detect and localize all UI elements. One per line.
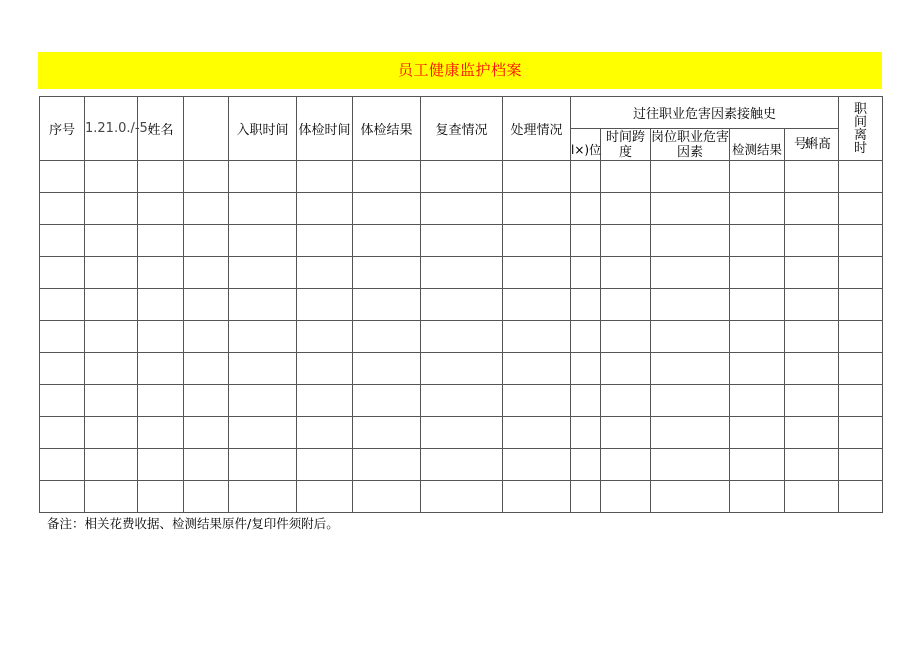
table-cell [40,289,85,321]
header-exam-time: 体检时间 [297,97,353,161]
table-cell [138,481,184,513]
table-cell [229,289,297,321]
table-cell [85,385,138,417]
table-cell [839,353,883,385]
table-cell [503,417,571,449]
table-cell [138,321,184,353]
table-row [40,449,883,481]
table-cell [184,289,229,321]
table-cell [839,481,883,513]
table-cell [503,321,571,353]
table-cell [601,193,651,225]
table-cell [353,193,421,225]
table-cell [40,225,85,257]
table-cell [601,417,651,449]
table-cell [184,481,229,513]
table-cell [571,481,601,513]
table-cell [571,257,601,289]
table-cell [85,321,138,353]
table-cell [785,417,839,449]
table-cell [297,449,353,481]
table-cell [229,225,297,257]
table-cell [785,353,839,385]
table-cell [651,385,730,417]
table-cell [40,449,85,481]
table-cell [85,289,138,321]
table-cell [839,225,883,257]
table-cell [839,289,883,321]
table-cell [297,417,353,449]
table-cell [297,161,353,193]
table-cell [40,417,85,449]
table-cell [421,321,503,353]
table-cell [601,321,651,353]
table-cell [229,481,297,513]
header-history-group: 过往职业危害因素接触史 [571,97,839,129]
table-cell [184,449,229,481]
table-cell [421,449,503,481]
table-cell [839,385,883,417]
table-cell [651,417,730,449]
table-cell [353,449,421,481]
table-cell [651,289,730,321]
table-cell [353,225,421,257]
table-cell [184,385,229,417]
table-cell [730,417,785,449]
table-cell [601,257,651,289]
table-cell [184,161,229,193]
table-cell [651,481,730,513]
table-cell [503,225,571,257]
table-cell [138,385,184,417]
table-cell [353,289,421,321]
table-cell [503,449,571,481]
header-garbled: 号蝌 髙 [785,129,839,161]
table-cell [138,417,184,449]
table-cell [503,289,571,321]
table-row [40,321,883,353]
table-cell [353,481,421,513]
table-cell [138,193,184,225]
table-row [40,193,883,225]
table-cell [785,321,839,353]
table-cell [85,193,138,225]
table-cell [297,225,353,257]
table-cell [138,353,184,385]
table-cell [138,257,184,289]
document-title: 员工健康监护档案 [397,61,522,79]
table-cell [651,225,730,257]
table-cell [421,161,503,193]
header-recheck: 复查情况 [421,97,503,161]
table-cell [571,417,601,449]
table-cell [421,225,503,257]
title-bar [38,52,882,89]
table-cell [85,257,138,289]
table-cell [730,289,785,321]
table-cell [571,385,601,417]
table-cell [730,481,785,513]
table-cell [785,193,839,225]
header-small-col: 1.21.0./-5- [85,97,138,161]
table-cell [730,225,785,257]
table-cell [229,193,297,225]
table-cell [40,481,85,513]
table-cell [601,385,651,417]
table-cell [839,161,883,193]
table-cell [571,289,601,321]
table-cell [651,257,730,289]
table-cell [839,321,883,353]
table-cell [651,321,730,353]
table-cell [571,353,601,385]
table-cell [503,161,571,193]
table-cell [297,481,353,513]
table-cell [503,257,571,289]
table-cell [353,353,421,385]
table-cell [730,353,785,385]
table-cell [229,161,297,193]
table-row [40,481,883,513]
table-cell [571,161,601,193]
table-cell [601,161,651,193]
table-cell [839,449,883,481]
table-row [40,417,883,449]
header-name: 姓名 [138,97,184,161]
table-cell [503,193,571,225]
table-cell [297,257,353,289]
table-cell [571,321,601,353]
table-cell [229,417,297,449]
header-seq: 序号 [40,97,85,161]
table-row [40,353,883,385]
table-cell [421,257,503,289]
header-post-factor: 岗位职业危害因素 [651,129,730,160]
table-cell [839,257,883,289]
header-detect-result: 检测结果 [730,129,785,161]
health-record-table [39,96,883,513]
table-cell [138,449,184,481]
table-cell [353,257,421,289]
table-cell [138,161,184,193]
table-cell [353,161,421,193]
table-cell [353,417,421,449]
header-unit: l×)位 [571,129,601,161]
table-cell [297,321,353,353]
table-cell [85,161,138,193]
table-cell [730,257,785,289]
table-cell [40,385,85,417]
table-cell [839,417,883,449]
table-cell [785,225,839,257]
table-cell [184,257,229,289]
header-time-span: 时间跨度 [601,129,651,161]
table-cell [229,321,297,353]
table-cell [601,289,651,321]
table-row [40,161,883,193]
table-cell [40,193,85,225]
table-cell [184,417,229,449]
table-cell [730,385,785,417]
table-cell [785,481,839,513]
table-cell [571,449,601,481]
table-row [40,385,883,417]
header-handling: 处理情况 [503,97,571,161]
table-cell [421,417,503,449]
table-cell [229,257,297,289]
table-cell [40,321,85,353]
table-cell [297,193,353,225]
table-cell [40,161,85,193]
table-cell [85,481,138,513]
table-cell [601,449,651,481]
table-cell [785,257,839,289]
table-cell [353,385,421,417]
table-cell [651,353,730,385]
table-cell [785,161,839,193]
table-cell [571,193,601,225]
header-entry-time: 入职时间 [229,97,297,161]
table-cell [785,449,839,481]
table-row [40,225,883,257]
remark-note: 备注：相关花费收据、检测结果原件/复印件须附后。 [47,516,339,531]
header-blank [184,97,229,161]
table-cell [421,289,503,321]
table-cell [839,193,883,225]
table-cell [138,225,184,257]
table-cell [85,353,138,385]
table-cell [229,353,297,385]
table-cell [297,353,353,385]
header-leave-time: 职 间 离 时 [839,97,883,161]
table-cell [601,481,651,513]
table-cell [184,321,229,353]
table-cell [421,193,503,225]
table-cell [421,385,503,417]
table-cell [85,449,138,481]
table-cell [503,481,571,513]
table-cell [651,161,730,193]
table-cell [353,321,421,353]
table-cell [651,193,730,225]
table-cell [601,353,651,385]
table-cell [730,321,785,353]
table-cell [40,353,85,385]
table-cell [85,225,138,257]
header-exam-result: 体检结果 [353,97,421,161]
table-cell [138,289,184,321]
table-row [40,289,883,321]
table-cell [730,193,785,225]
table-cell [229,449,297,481]
table-row [40,257,883,289]
table-cell [40,257,85,289]
table-cell [571,225,601,257]
table-cell [785,385,839,417]
table-cell [421,353,503,385]
table-cell [785,289,839,321]
table-cell [184,353,229,385]
table-cell [229,385,297,417]
table-cell [184,225,229,257]
table-cell [601,225,651,257]
table-cell [297,289,353,321]
table-cell [651,449,730,481]
table-cell [184,193,229,225]
table-cell [503,385,571,417]
table-cell [421,481,503,513]
table-cell [730,449,785,481]
table-cell [730,161,785,193]
table-cell [503,353,571,385]
table-cell [297,385,353,417]
table-cell [85,417,138,449]
